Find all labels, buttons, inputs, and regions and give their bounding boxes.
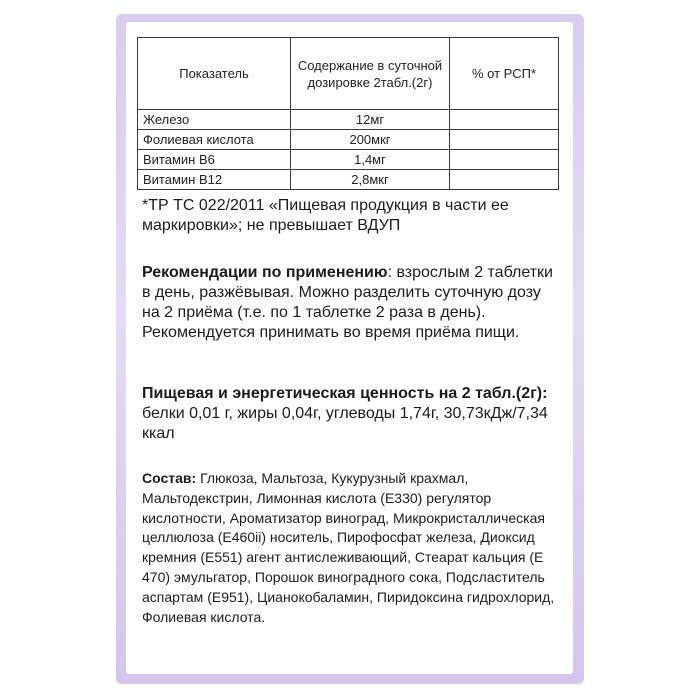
nutrient-percent <box>450 110 559 130</box>
table-row <box>138 130 559 150</box>
nutrient-value: 12мг <box>291 110 450 130</box>
nutrition-label: Пищевая и энергетическая ценность на 2 табл.(2г): <box>142 385 548 402</box>
nutrient-value: 2,8мкг <box>291 170 450 190</box>
header-content: Содержание в суточной дозировке 2табл.(2г) <box>291 38 450 110</box>
table-row <box>138 150 559 170</box>
table-row <box>138 170 559 190</box>
composition-label: Состав: <box>142 470 197 486</box>
composition-text: Глюкоза, Мальтоза, Кукурузный крахмал, Мальтодекстрин, Лимонная кислота (Е330) регулятор кислотности, Ароматизатор виноград, Микрокристаллическая целлюлоза (Е460ii) носитель, Пирофосфат железа, Диоксид кремния (Е551) агент антислеживающий, Стеарат кальция (Е 470) эмульгатор, Порошок виноградного сока, Подсластитель аспартам (Е951), Цианокобаламин, Пиридоксина гидрохлорид, Фолиевая кислота. <box>142 470 555 625</box>
nutrient-name: Фолиевая кислота <box>138 130 291 150</box>
table-header-row <box>138 38 559 110</box>
nutrient-percent <box>450 170 559 190</box>
nutrient-value: 1,4мг <box>291 150 450 170</box>
nutrition-value <box>142 384 562 444</box>
table-row <box>138 110 559 130</box>
nutrient-value: 200мкг <box>291 130 450 150</box>
nutrient-name: Витамин В6 <box>138 150 291 170</box>
header-indicator: Показатель <box>138 38 291 110</box>
nutrient-percent <box>450 130 559 150</box>
nutrient-name: Железо <box>138 110 291 130</box>
nutrient-table <box>137 37 559 190</box>
recommendations-label: Рекомендации по применению <box>142 264 388 281</box>
regulation-footnote: *ТР ТС 022/2011 «Пищевая продукция в части ее маркировки»; не превышает ВДУП <box>142 197 509 234</box>
recommendations-text: : взрослым 2 таблетки в день, разжёвывая. Можно разделить суточную дозу на 2 приёма (т.е. по 1 таблетке 2 раза в день). Рекомендуется принимать во время приёма пищи. <box>142 264 553 341</box>
header-percent: % от РСП* <box>450 38 559 110</box>
nutrient-name: Витамин В12 <box>138 170 291 190</box>
nutrient-percent <box>450 150 559 170</box>
usage-recommendations <box>142 263 562 343</box>
nutrition-text: белки 0,01 г, жиры 0,04г, углеводы 1,74г, 30,73кДж/7,34 ккал <box>142 405 548 442</box>
composition <box>142 469 562 627</box>
